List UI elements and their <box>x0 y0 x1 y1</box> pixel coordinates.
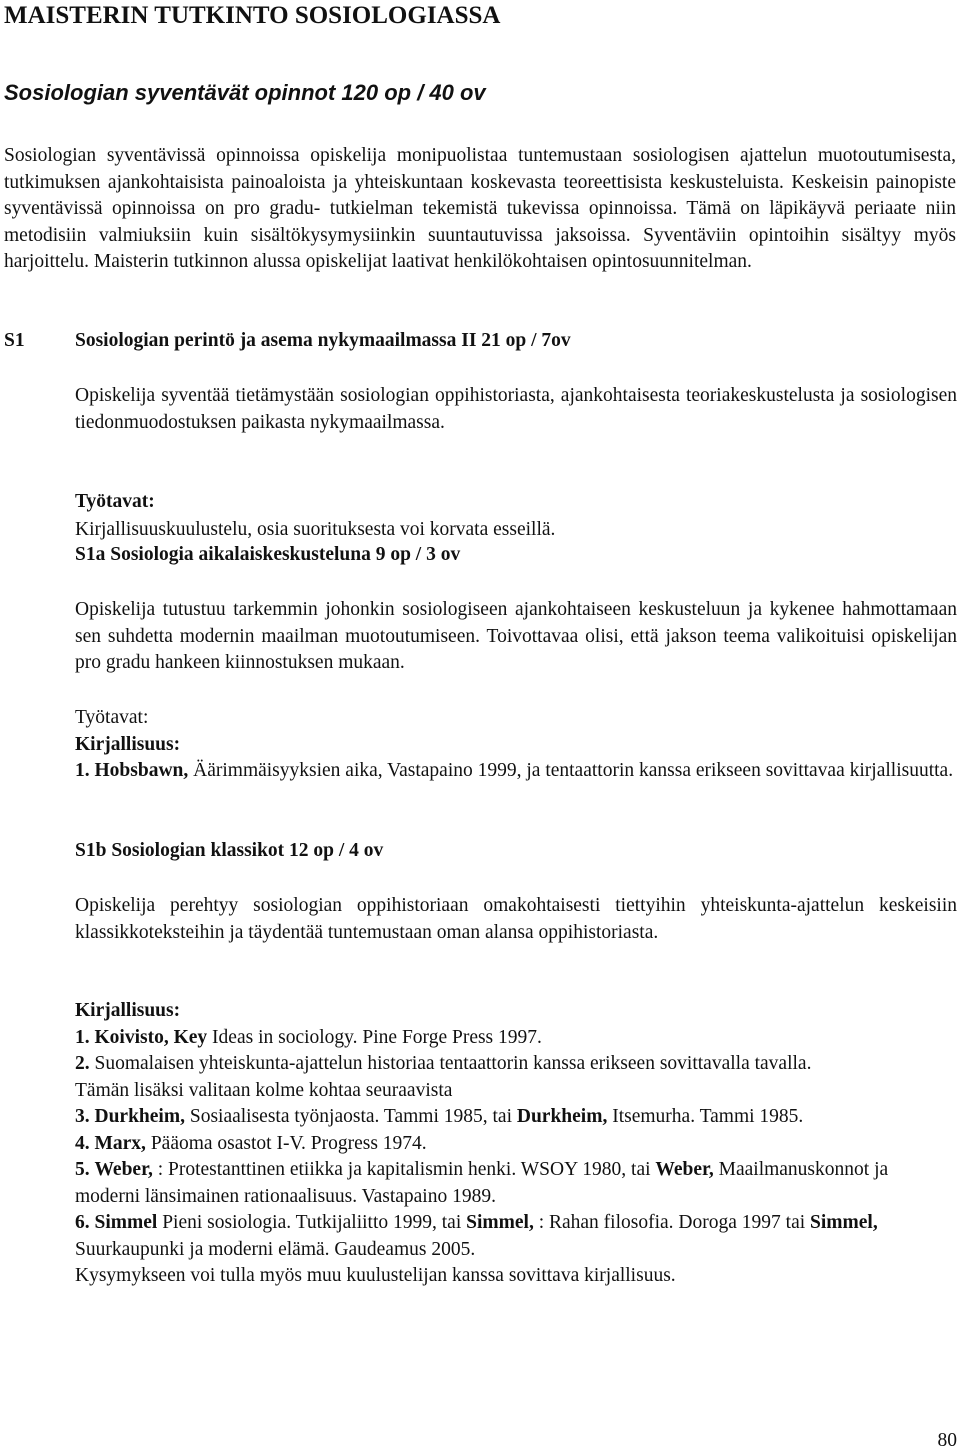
course-code-s1: S1 <box>4 330 25 351</box>
lit-author: Weber, <box>94 1159 153 1180</box>
lit-author: Simmel, <box>810 1212 878 1233</box>
literature-label-s1a: Kirjallisuus: <box>75 733 181 755</box>
methods-label: Työtavat: <box>75 491 155 512</box>
literature-closing-note: Kysymykseen voi tulla myös muu kuulustelijan kanssa sovittava kirjallisuus. <box>75 1265 676 1286</box>
lit-author: Simmel, <box>466 1212 534 1233</box>
course-description-s1: Opiskelija syventää tietämystään sosiologian oppihistoriasta, ajankohtaisesta teoriakeskustelusta ja sosiologisen tiedonmuodostuksen paikasta nykymaailmassa. <box>75 385 957 433</box>
lit-text: Suurkaupunki ja moderni elämä. Gaudeamus 2005. <box>75 1238 476 1260</box>
course-description-s1a: Opiskelija tutustuu tarkemmin johonkin sosiologiseen ajankohtaiseen keskusteluun ja kykenee hahmottamaan sen suhdetta modernin maailman muotoutumiseen. Toivottavaa olisi, että jakson teema valikoituisi opiskelijan pro gradu hankeen kiinnostuksen mukaan. <box>75 599 957 673</box>
lit-author: Marx, <box>94 1132 146 1154</box>
course-description-s1b: Opiskelija perehtyy sosiologian oppihistoriaan omakohtaisesti tiettyihin yhteiskunta-ajattelun keskeisiin klassikkoteksteihin ja täydentää tuntemustaan oman alansa oppihistoriasta. <box>75 895 957 943</box>
lit-number: 2. <box>75 1053 90 1074</box>
lit-number: 4. <box>75 1132 90 1154</box>
lit-text: Ideas in sociology. Pine Forge Press 1997. <box>207 1026 542 1048</box>
course-heading-s1a: S1a Sosiologia aikalaiskeskusteluna 9 op / 3 ov <box>75 544 461 565</box>
lit-author: Koivisto, Key <box>94 1026 208 1048</box>
literature-item-s1a-1 <box>75 758 957 785</box>
lit-number: 3. <box>75 1106 90 1127</box>
literature-item-3 <box>75 1104 957 1131</box>
literature-choose-note: Tämän lisäksi valitaan kolme kohtaa seuraavista <box>75 1079 453 1101</box>
methods-text-s1: Kirjallisuuskuulustelu, osia suorituksesta voi korvata esseillä. <box>75 518 556 540</box>
literature-item-6 <box>75 1210 957 1263</box>
s1a-details <box>75 705 957 785</box>
literature-label-s1b: Kirjallisuus: <box>75 1000 181 1021</box>
lit-author: Simmel <box>94 1212 158 1233</box>
lit-text: Pieni sosiologia. Tutkijaliitto 1999, tai <box>157 1212 467 1233</box>
methods-label-s1a: Työtavat: <box>75 707 149 728</box>
lit-number: 5. <box>75 1159 90 1180</box>
intro-paragraph: Sosiologian syventävissä opinnoissa opiskelija monipuolistaa tuntemustaan sosiologisen ajattelun muotoutumisesta, tutkimuksen ajankohtaisista painoaloista ja yhteiskuntaan koskevasta teoreettisista keskusteluista. Keskeisin painopiste syventävissä opinnoissa on pro gradu- tutkielman tekemistä tukevissa opinnoissa. Tämä on läpikäyvä periaate niin metodisiin valmiuksiin kuin sisältökysymysiinkin suuntautuvissa jaksoissa. Syventäviin opintoihin sisältyy myös harjoittelu. Maisterin tutkinnon alussa opiskelijat laativat henkilökohtaisen opintosuunnitelman. <box>4 145 956 272</box>
lit-text: Pääoma osastot I-V. Progress 1974. <box>145 1132 427 1154</box>
literature-item-4 <box>75 1131 957 1158</box>
section-subtitle: Sosiologian syventävät opinnot 120 op / 40 ov <box>4 80 486 105</box>
lit-number: 1. <box>75 1026 90 1048</box>
lit-author: Durkheim, <box>94 1106 185 1127</box>
literature-item-1 <box>75 1025 957 1052</box>
methods-block-s1 <box>75 490 957 543</box>
literature-item-5 <box>75 1157 957 1210</box>
lit-author: Weber, <box>655 1159 714 1180</box>
lit-number: 1. <box>75 760 90 781</box>
lit-text: Maailmanuskonnot ja moderni länsimainen rationaalisuus. Vastapaino 1989. <box>75 1159 889 1207</box>
lit-text: : Rahan filosofia. Doroga 1997 tai <box>533 1212 811 1233</box>
lit-author: Durkheim, <box>516 1106 608 1127</box>
course-heading-s1: Sosiologian perintö ja asema nykymaailmassa II 21 op / 7ov <box>75 330 571 351</box>
s1b-literature <box>75 998 957 1290</box>
lit-author: Hobsbawn, <box>94 760 189 781</box>
lit-number: 6. <box>75 1212 90 1233</box>
literature-item-2 <box>75 1051 957 1078</box>
page-number: 80 <box>937 1430 957 1451</box>
lit-text: Äärimmäisyyksien aika, Vastapaino 1999, ja tentaattorin kanssa erikseen sovittavaa kirjallisuutta. <box>188 760 954 781</box>
lit-text: Suomalaisen yhteiskunta-ajattelun historiaa tentaattorin kanssa erikseen sovittavalla tavalla. <box>89 1053 812 1074</box>
lit-text: Itsemurha. Tammi 1985. <box>607 1106 804 1127</box>
lit-text: Sosiaalisesta työnjaosta. Tammi 1985, tai <box>184 1106 517 1127</box>
course-heading-s1b: S1b Sosiologian klassikot 12 op / 4 ov <box>75 840 384 861</box>
lit-text: : Protestanttinen etiikka ja kapitalismin henki. WSOY 1980, tai <box>152 1159 656 1180</box>
page-title: MAISTERIN TUTKINTO SOSIOLOGIASSA <box>4 2 501 29</box>
